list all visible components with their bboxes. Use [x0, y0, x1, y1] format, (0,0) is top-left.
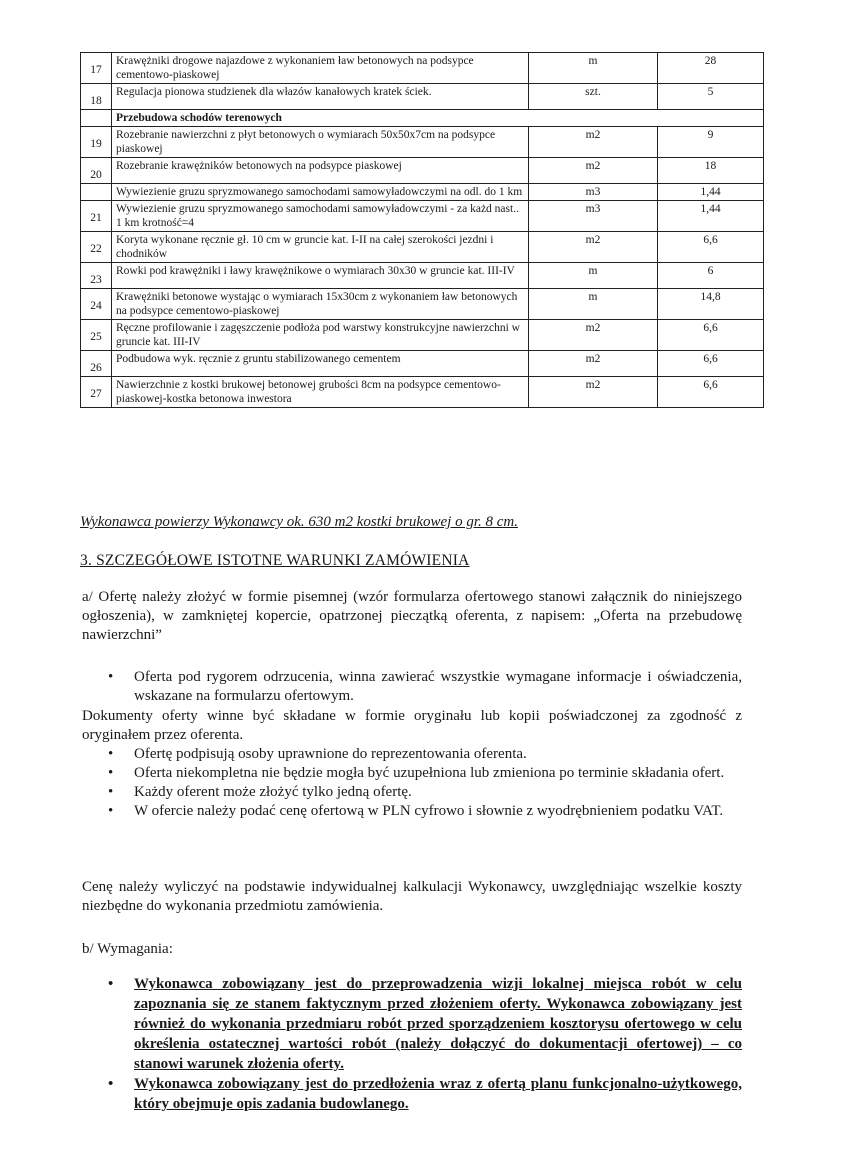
table-cell-description: Krawężniki drogowe najazdowe z wykonaniem ław betonowych na podsypce cementowo-piaskowej	[112, 53, 529, 84]
table-cell-unit: szt.	[529, 84, 658, 110]
table-cell-number: 23	[81, 263, 112, 289]
list-item	[108, 783, 742, 802]
table-cell-description: Rozebranie krawężników betonowych na podsypce piaskowej	[112, 158, 529, 184]
table-cell-unit: m2	[529, 232, 658, 263]
table-cell-quantity: 6,6	[658, 377, 764, 408]
table-cell-description: Rozebranie nawierzchni z płyt betonowych o wymiarach 50x50x7cm na podsypce piaskowej	[112, 127, 529, 158]
table-cell-description: Krawężniki betonowe wystając o wymiarach 15x30cm z wykonaniem ław betonowych na podsypce cementowo-piaskowej	[112, 289, 529, 320]
table-cell-description: Koryta wykonane ręcznie gł. 10 cm w gruncie kat. I-II na całej szerokości jezdni i chodników	[112, 232, 529, 263]
table-cell-unit: m2	[529, 127, 658, 158]
list-item	[108, 764, 742, 783]
table-row	[81, 158, 764, 184]
table-cell-quantity: 1,44	[658, 201, 764, 232]
table-row	[81, 377, 764, 408]
list-item-text: Wykonawca zobowiązany jest do przeprowadzenia wizji lokalnej miejsca robót w celu zapoznania się ze stanem faktycznym przed złożeniem oferty. Wykonawca zobowiązany jest również do wykonania przedmiaru robót przed sporządzeniem kosztorysu ofertowego w celu określenia ostatecznej wartości robót (należy dołączyć do dokumentacji ofertowej) – co stanowi warunek złożenia oferty.	[134, 976, 742, 1072]
list-item	[108, 1074, 742, 1114]
table-cell-quantity: 28	[658, 53, 764, 84]
table-row	[81, 201, 764, 232]
works-table-body	[81, 53, 764, 408]
table-row	[81, 263, 764, 289]
table-cell-number: 24	[81, 289, 112, 320]
table-row	[81, 84, 764, 110]
table-section-title: Przebudowa schodów terenowych	[112, 110, 764, 127]
table-cell-number: 19	[81, 127, 112, 158]
table-cell-unit: m2	[529, 158, 658, 184]
table-cell-quantity: 18	[658, 158, 764, 184]
table-cell-unit: m2	[529, 377, 658, 408]
table-cell-description: Rowki pod krawężniki i ławy krawężnikowe o wymiarach 30x30 w gruncie kat. III-IV	[112, 263, 529, 289]
table-cell-number: 22	[81, 232, 112, 263]
table-cell-description: Regulacja pionowa studzienek dla włazów kanałowych kratek ściek.	[112, 84, 529, 110]
paragraph-a: a/ Ofertę należy złożyć w formie pisemnej (wzór formularza ofertowego stanowi załącznik do niniejszego ogłoszenia), w zamkniętej kopercie, opatrzonej pieczątką oferenta, z napisem: „Oferta na przebudowę nawierzchni”	[82, 589, 742, 643]
list-item	[108, 668, 742, 706]
table-cell-description: Wywiezienie gruzu spryzmowanego samochodami samowyładowczymi na odl. do 1 km	[112, 184, 529, 201]
table-row	[81, 53, 764, 84]
table-cell-number: 20	[81, 158, 112, 184]
table-cell-unit: m3	[529, 201, 658, 232]
table-cell-quantity: 6,6	[658, 320, 764, 351]
table-cell-quantity: 14,8	[658, 289, 764, 320]
table-cell-description: Nawierzchnie z kostki brukowej betonowej grubości 8cm na podsypce cementowo-piaskowej-kostka betonowa inwestora	[112, 377, 529, 408]
table-row	[81, 127, 764, 158]
table-cell-number: 18	[81, 84, 112, 110]
table-cell-quantity: 6	[658, 263, 764, 289]
table-cell-number: 27	[81, 377, 112, 408]
table-cell-quantity: 6,6	[658, 232, 764, 263]
bullet-list-1	[108, 668, 742, 706]
requirements-list	[108, 974, 742, 1114]
table-cell-unit: m	[529, 263, 658, 289]
list-item-text: Każdy oferent może złożyć tylko jedną ofertę.	[134, 784, 412, 800]
table-row	[81, 351, 764, 377]
list-item-text: Ofertę podpisują osoby uprawnione do reprezentowania oferenta.	[134, 746, 527, 762]
section-heading: 3. SZCZEGÓŁOWE ISTOTNE WARUNKI ZAMÓWIENIA	[80, 552, 470, 569]
table-row	[81, 232, 764, 263]
bullet-icon: •	[108, 765, 114, 781]
table-cell-number	[81, 184, 112, 201]
bullet-icon: •	[108, 669, 114, 685]
table-cell-empty	[81, 110, 112, 127]
list-item	[108, 745, 742, 764]
table-cell-number: 21	[81, 201, 112, 232]
list-item	[108, 974, 742, 1074]
table-cell-unit: m	[529, 53, 658, 84]
table-cell-unit: m2	[529, 320, 658, 351]
bullet-icon: •	[108, 803, 114, 819]
table-cell-unit: m3	[529, 184, 658, 201]
table-row	[81, 184, 764, 201]
table-cell-quantity: 9	[658, 127, 764, 158]
list-item	[108, 802, 742, 821]
table-cell-quantity: 6,6	[658, 351, 764, 377]
table-row	[81, 320, 764, 351]
table-cell-quantity: 5	[658, 84, 764, 110]
table-cell-description: Wywiezienie gruzu spryzmowanego samochodami samowyładowczymi - za każd nast.. 1 km krotność=4	[112, 201, 529, 232]
contractor-note: Wykonawca powierzy Wykonawcy ok. 630 m2 kostki brukowej o gr. 8 cm.	[80, 514, 518, 530]
table-cell-unit: m	[529, 289, 658, 320]
requirements-label: b/ Wymagania:	[82, 941, 173, 957]
table-row	[81, 289, 764, 320]
bullet-icon: •	[108, 746, 114, 762]
bullet-icon: •	[108, 784, 114, 800]
works-table	[80, 52, 764, 408]
bullet-icon: •	[108, 1076, 114, 1092]
list-item-text: Oferta niekompletna nie będzie mogła być uzupełniona lub zmieniona po terminie składania ofert.	[134, 765, 725, 781]
list-item-text: Wykonawca zobowiązany jest do przedłożenia wraz z ofertą planu funkcjonalno-użytkowego, który obejmuje opis zadania budowlanego.	[134, 1076, 742, 1112]
bullet-icon: •	[108, 976, 114, 992]
table-cell-number: 26	[81, 351, 112, 377]
table-cell-number: 17	[81, 53, 112, 84]
list-item-text: Oferta pod rygorem odrzucenia, winna zawierać wszystkie wymagane informacje i oświadczenia, wskazane na formularzu ofertowym.	[134, 669, 742, 704]
paragraph-price: Cenę należy wyliczyć na podstawie indywidualnej kalkulacji Wykonawcy, uwzględniając wszelkie koszty niezbędne do wykonania przedmiotu zamówienia.	[82, 879, 742, 914]
table-section-row	[81, 110, 764, 127]
bullet-list-2	[108, 745, 742, 821]
table-cell-quantity: 1,44	[658, 184, 764, 201]
paragraph-documents: Dokumenty oferty winne być składane w formie oryginału lub kopii poświadczonej za zgodność z oryginałem przez oferenta.	[82, 708, 742, 743]
table-cell-number: 25	[81, 320, 112, 351]
table-cell-description: Ręczne profilowanie i zagęszczenie podłoża pod warstwy konstrukcyjne nawierzchni w gruncie kat. III-IV	[112, 320, 529, 351]
list-item-text: W ofercie należy podać cenę ofertową w PLN cyfrowo i słownie z wyodrębnieniem podatku VAT.	[134, 803, 724, 819]
table-cell-unit: m2	[529, 351, 658, 377]
table-cell-description: Podbudowa wyk. ręcznie z gruntu stabilizowanego cementem	[112, 351, 529, 377]
